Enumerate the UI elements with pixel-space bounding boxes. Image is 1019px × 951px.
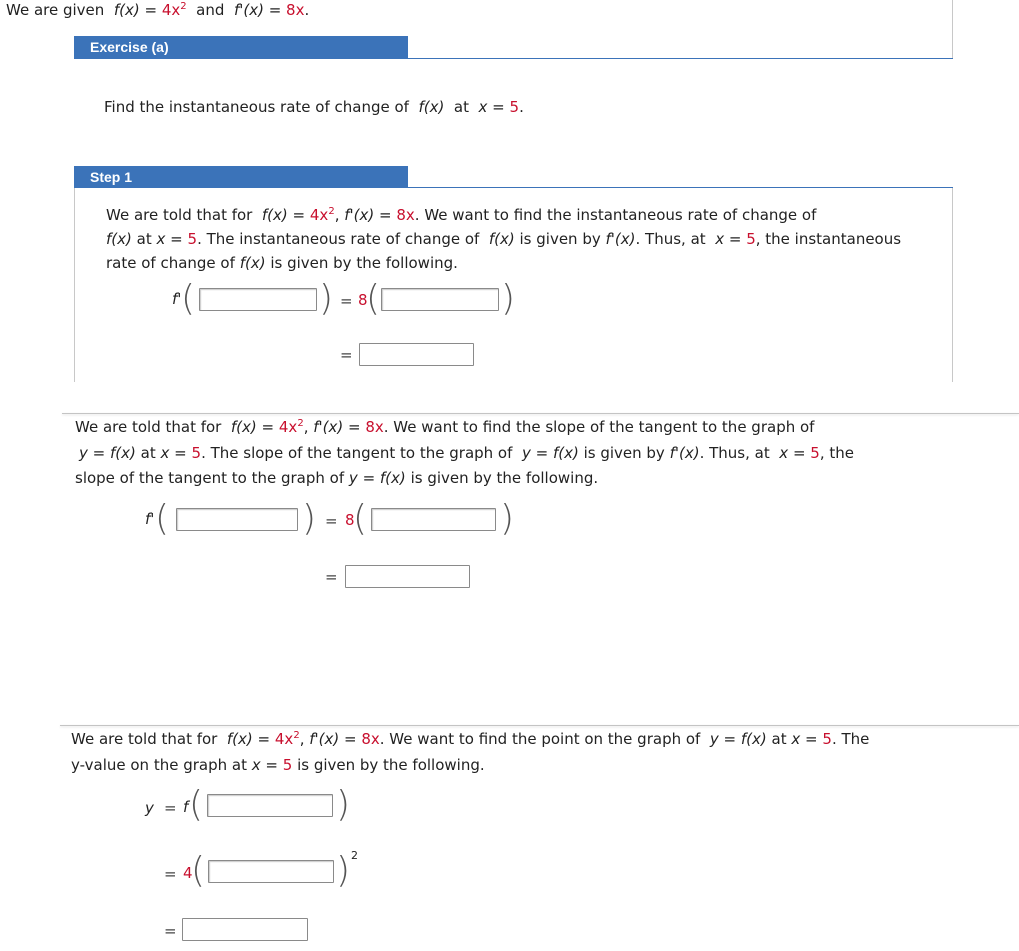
block2-line2: y = f(x) at x = 5. The slope of the tangent to the graph of y = f(x) is given by f'(x). Thus, at x = 5, the [79,444,854,462]
block2-paren2-open: ( [353,498,368,539]
block3-f: f [183,798,189,816]
section-separator [62,413,1019,414]
block2-paren-open: ( [155,498,170,539]
block3-paren2-close: ) [336,850,351,891]
block3-paren2-open: ( [191,850,206,891]
exercise-header-rule [74,58,953,59]
block1-line1: We are told that for $f(x) = 4x^2$, f'(x) = 8x. We want to find the instantaneous rate of change of [106,206,817,224]
step1-header: Step 1 [74,166,408,188]
panel-border [952,0,953,58]
section-separator-2 [60,725,1019,726]
block2-line3: slope of the tangent to the graph of y = f(x) is given by the following. [75,469,599,487]
block3-coef: 4 [183,864,193,882]
block2-input-x2[interactable] [371,508,496,531]
block1-f-prime: f' [172,290,182,308]
block1-input-x2[interactable] [381,288,499,311]
block1-input-x[interactable] [199,288,317,311]
block1-paren2-close: ) [501,278,516,319]
block2-input-x[interactable] [176,508,298,531]
block3-eq1: = [164,865,177,883]
block1-paren-close: ) [319,278,334,319]
step1-left-border [74,188,75,382]
step1-right-border [952,188,953,382]
block3-eq2: = [164,922,177,940]
block1-input-result[interactable] [359,343,474,366]
block3-line1: We are told that for $f(x) = 4x^2$, f'(x) = 8x. We want to find the point on the graph of y = f(x) at x = 5. The [71,730,870,748]
block1-paren2-open: ( [366,278,381,319]
block1-line3: rate of change of f(x) is given by the following. [106,254,458,272]
block3-input-x[interactable] [207,794,333,817]
block3-paren-open: ( [189,784,204,825]
block3-y: y [145,799,154,817]
block1-eq2: = [340,346,353,364]
block3-paren-close: ) [336,784,351,825]
block3-exponent: 2 [351,849,358,862]
block2-coef: 8 [345,511,355,529]
block1-paren-open: ( [181,278,196,319]
intro-text: We are given $f(x) = 4x^2$ and f'(x) = 8x. [6,1,310,19]
block2-paren-close: ) [302,498,317,539]
block2-line1: We are told that for $f(x) = 4x^2$, f'(x) = 8x. We want to find the slope of the tangent to the graph of [75,418,815,436]
step1-header-rule [74,187,953,188]
block1-coef: 8 [358,291,368,309]
block3-input-x2[interactable] [208,860,334,883]
block1-eq1: = [340,292,353,310]
block3-line2: y-value on the graph at x = 5 is given by the following. [71,756,485,774]
block2-paren2-close: ) [500,498,515,539]
block2-eq1: = [325,512,338,530]
question-text: Find the instantaneous rate of change of f(x) at x = 5. [104,98,524,116]
block2-f-prime: f' [145,510,155,528]
block3-input-result[interactable] [182,918,308,941]
exercise-header: Exercise (a) [74,36,408,58]
block2-input-result[interactable] [345,565,470,588]
block2-eq2: = [325,568,338,586]
block1-line2: f(x) at x = 5. The instantaneous rate of change of f(x) is given by f'(x). Thus, at x = 5, the instantaneous [106,230,902,248]
block3-eq0: = [164,799,177,817]
